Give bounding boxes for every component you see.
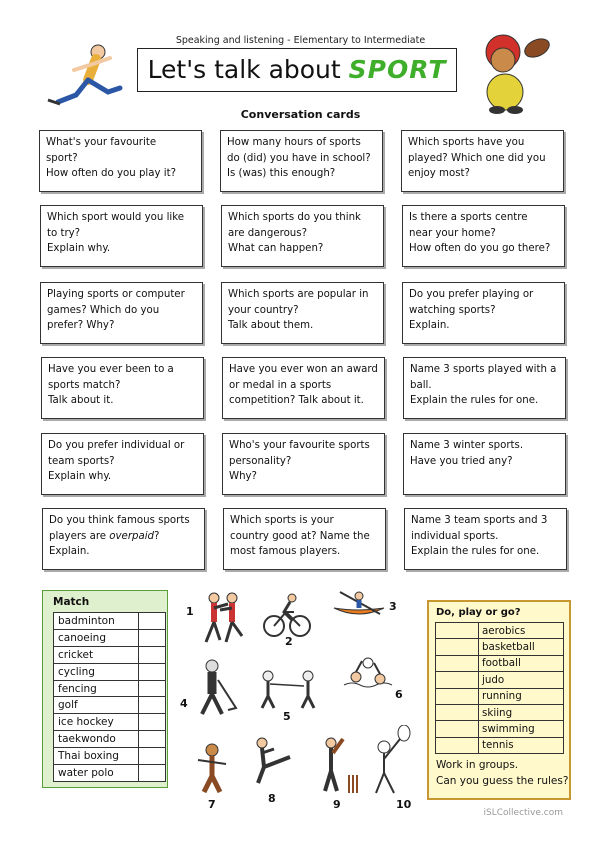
conversation-card: Which sports is your country good at? Name the most famous players. — [223, 508, 386, 570]
conversation-card: Have you ever won an award or medal in a sports competition? Talk about it. — [222, 357, 385, 419]
match-word: cycling — [54, 663, 139, 680]
match-row — [54, 697, 166, 714]
answer-blank[interactable] — [139, 663, 166, 680]
do-play-go-row — [436, 688, 564, 704]
do-play-go-row — [436, 737, 564, 753]
match-row — [54, 748, 166, 765]
conversation-card: Do you think famous sports players are overpaid? Explain. — [42, 508, 205, 570]
do-play-go-row — [436, 721, 564, 737]
activity-word: skiing — [479, 704, 564, 720]
picture-number: 7 — [208, 798, 216, 811]
conversation-card: Which sports do you think are dangerous? What can happen? — [221, 205, 384, 267]
answer-blank[interactable] — [139, 731, 166, 748]
match-word: ice hockey — [54, 714, 139, 731]
picture-number: 2 — [285, 635, 293, 648]
conversation-card: Do you prefer playing or watching sports? Explain. — [402, 282, 565, 344]
activity-word: judo — [479, 672, 564, 688]
match-word: cricket — [54, 646, 139, 663]
mascot-illustration — [475, 30, 555, 115]
answer-blank[interactable] — [436, 639, 479, 655]
conversation-card: Do you prefer individual or team sports? Explain why. — [41, 433, 204, 495]
conversation-card: What's your favourite sport? How often do you play it? — [39, 130, 202, 192]
match-word: golf — [54, 697, 139, 714]
answer-blank[interactable] — [139, 613, 166, 630]
match-table — [53, 612, 166, 782]
activity-word: tennis — [479, 737, 564, 753]
answer-blank[interactable] — [139, 629, 166, 646]
match-row — [54, 765, 166, 782]
picture-number: 6 — [395, 688, 403, 701]
match-row — [54, 629, 166, 646]
answer-blank[interactable] — [139, 714, 166, 731]
answer-blank[interactable] — [436, 721, 479, 737]
ice-hockey-picture — [190, 658, 240, 718]
match-exercise — [42, 590, 168, 788]
answer-blank[interactable] — [436, 655, 479, 671]
conversation-card: Which sports are popular in your country? Talk about them. — [221, 282, 384, 344]
conversation-card: Which sports have you played? Which one did you enjoy most? — [401, 130, 564, 192]
match-word: Thai boxing — [54, 748, 139, 765]
answer-blank[interactable] — [139, 748, 166, 765]
conversation-card: Is there a sports centre near your home? How often do you go there? — [402, 205, 565, 267]
answer-blank[interactable] — [436, 672, 479, 688]
site-watermark: iSLCollective.com — [483, 808, 563, 818]
do-play-go-row — [436, 704, 564, 720]
rules-question: Can you guess the rules? — [436, 775, 569, 787]
match-row — [54, 731, 166, 748]
activity-word: aerobics — [479, 623, 564, 639]
picture-number: 4 — [180, 697, 188, 710]
answer-blank[interactable] — [436, 688, 479, 704]
answer-blank[interactable] — [139, 680, 166, 697]
do-play-go-row — [436, 655, 564, 671]
match-row — [54, 663, 166, 680]
section-heading: Conversation cards — [240, 108, 361, 121]
conversation-card: Who's your favourite sports personality? Why? — [222, 433, 385, 495]
activity-word: swimming — [479, 721, 564, 737]
group-instruction: Work in groups. — [436, 759, 519, 771]
match-word: badminton — [54, 613, 139, 630]
conversation-card: Playing sports or computer games? Which do you prefer? Why? — [40, 282, 203, 344]
do-play-go-table — [435, 622, 564, 754]
canoeing-picture — [330, 588, 388, 620]
picture-number: 9 — [333, 798, 341, 811]
match-row — [54, 646, 166, 663]
conversation-card: Which sport would you like to try? Explain why. — [40, 205, 203, 267]
thai-boxing-picture — [198, 590, 248, 645]
title-accent: SPORT — [348, 55, 447, 84]
answer-blank[interactable] — [139, 646, 166, 663]
activity-word: basketball — [479, 639, 564, 655]
picture-number: 8 — [268, 792, 276, 805]
match-word: water polo — [54, 765, 139, 782]
cycling-picture — [262, 590, 312, 638]
conversation-card: Name 3 team sports and 3 individual sports. Explain the rules for one. — [404, 508, 567, 570]
fencing-picture — [258, 668, 318, 710]
answer-blank[interactable] — [436, 623, 479, 639]
worksheet-subtitle: Speaking and listening - Elementary to Intermediate — [175, 35, 426, 46]
answer-blank[interactable] — [436, 737, 479, 753]
cricket-picture — [315, 735, 361, 795]
answer-blank[interactable] — [436, 704, 479, 720]
runner-illustration — [38, 40, 128, 110]
worksheet-title — [137, 48, 457, 92]
answer-blank[interactable] — [139, 765, 166, 782]
do-play-go-exercise — [427, 600, 571, 800]
title-main: Let's talk about — [147, 55, 341, 84]
activity-word: football — [479, 655, 564, 671]
match-row — [54, 613, 166, 630]
conversation-card: Have you ever been to a sports match? Talk about it. — [41, 357, 204, 419]
match-row — [54, 714, 166, 731]
match-row — [54, 680, 166, 697]
match-title: Match — [53, 596, 90, 608]
badminton-picture — [370, 725, 418, 797]
taekwondo-picture — [250, 735, 296, 785]
picture-number: 1 — [186, 605, 194, 618]
answer-blank[interactable] — [139, 697, 166, 714]
conversation-card: How many hours of sports do (did) you have in school? Is (was) this enough? — [220, 130, 383, 192]
conversation-card: Name 3 sports played with a ball. Explain the rules for one. — [403, 357, 566, 419]
conversation-card: Name 3 winter sports. Have you tried any? — [403, 433, 566, 495]
match-word: fencing — [54, 680, 139, 697]
golf-picture — [192, 740, 234, 795]
do-play-go-row — [436, 623, 564, 639]
do-play-go-title: Do, play or go? — [436, 607, 521, 618]
picture-number: 3 — [389, 600, 397, 613]
water-polo-picture — [342, 655, 397, 700]
do-play-go-row — [436, 639, 564, 655]
match-word: canoeing — [54, 629, 139, 646]
picture-number: 10 — [396, 798, 412, 811]
picture-number: 5 — [283, 710, 291, 723]
activity-word: running — [479, 688, 564, 704]
do-play-go-row — [436, 672, 564, 688]
match-word: taekwondo — [54, 731, 139, 748]
